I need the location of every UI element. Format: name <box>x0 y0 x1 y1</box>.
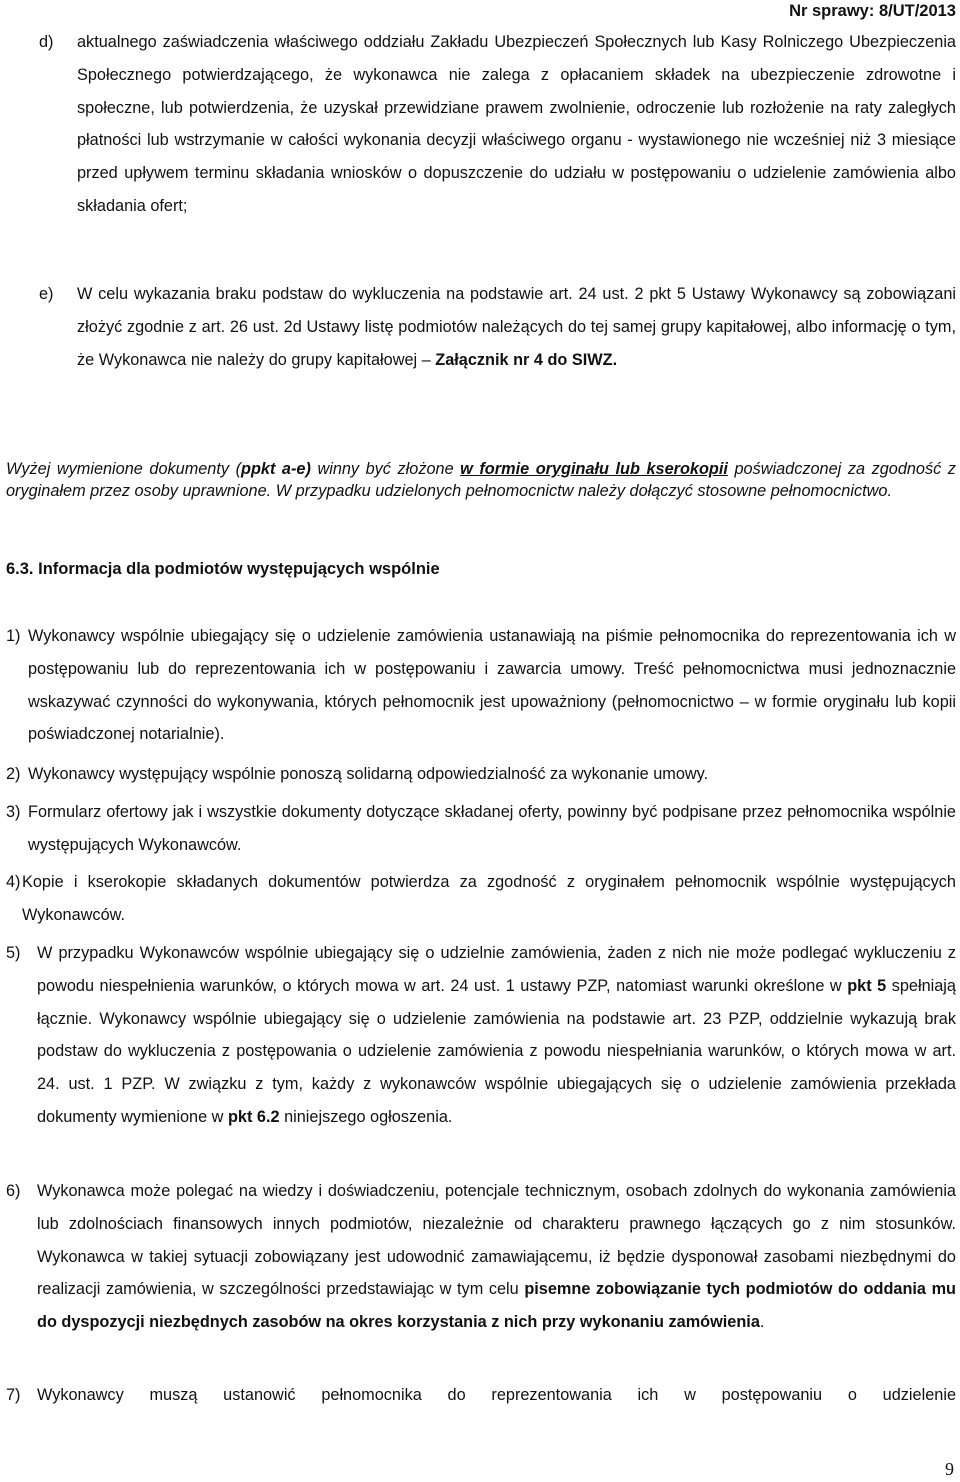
page-number: 9 <box>945 1459 954 1479</box>
list-marker: 3) <box>6 803 21 821</box>
list-marker: 2) <box>6 765 21 783</box>
text-segment: Wykonawca może polegać na wiedzy i doświadczeniu, potencjale technicznym, osobach zdolnych do wykonania zamówienia lub zdolnościach finansowych innych podmiotów, niezależnie od charakteru prawnego łączących go z nim stosunków. Wykonawca w takiej sytuacji zobowiązany jest udowodnić zamawiającemu, iż będzie dysponował zasobami niezbędnymi do realizacji zamówienia, w szczególności przedstawiając w tym celu <box>37 1182 956 1299</box>
case-number: Nr sprawy: 8/UT/2013 <box>789 2 956 20</box>
list-marker: e) <box>39 285 54 303</box>
list-item-d <box>0 26 956 223</box>
list-item-7 <box>0 1379 956 1412</box>
text-segment: niniejszego ogłoszenia. <box>279 1107 453 1126</box>
list-item-6 <box>0 1175 956 1339</box>
list-marker: 1) <box>6 627 21 645</box>
list-marker: 4) <box>6 873 21 891</box>
list-item-text: aktualnego zaświadczenia właściwego oddziału Zakładu Ubezpieczeń Społecznych lub Kasy Rolniczego Ubezpieczenia Społecznego potwierdzającego, że wykonawca nie zalega z opłacaniem składek na ubezpieczenie zdrowotne i społeczne, lub potwierdzenia, że uzyskał przewidziane prawem zwolnienie, odroczenie lub rozłożenie na raty zaległych płatności lub wstrzymanie w całości wykonania decyzji właściwego organu - wystawionego nie wcześniej niż 3 miesiące przed upływem terminu składania wniosków o dopuszczenie do udziału w postępowaniu o udzielenie zamówienia albo składania ofert; <box>77 33 956 215</box>
documents-note <box>6 458 956 502</box>
list-item-text: Formularz ofertowy jak i wszystkie dokumenty dotyczące składanej oferty, powinny być podpisane przez pełnomocnika wspólnie występujących Wykonawców. <box>28 803 956 854</box>
list-item-e <box>0 278 956 376</box>
list-marker: 7) <box>6 1386 21 1404</box>
point-reference: pkt 5 <box>847 976 887 995</box>
list-item-text <box>37 937 956 1134</box>
list-item-3 <box>0 796 956 862</box>
point-reference: pkt 6.2 <box>227 1107 280 1126</box>
list-item-4 <box>0 866 956 932</box>
section-heading: 6.3. Informacja dla podmiotów występujących wspólnie <box>6 560 440 578</box>
list-item-text-main: W celu wykazania braku podstaw do wykluczenia na podstawie art. 24 ust. 2 pkt 5 Ustawy Wykonawcy są zobowiązani złożyć zgodnie z art. 26 ust. 2d Ustawy listę podmiotów należących do tej samej grupy kapitałowej, albo informację o tym, że Wykonawca nie należy do grupy kapitałowej – <box>77 285 956 369</box>
list-item-text: Wykonawcy muszą ustanowić pełnomocnika do reprezentowania ich w postępowaniu o udzielenie <box>37 1386 956 1404</box>
list-item-2 <box>0 758 956 791</box>
note-text-3: poświadczonej za zgodność z oryginałem przez osoby uprawnione. W przypadku udzielonych pełnomocnictw należy dołączyć stosowne pełnomocnictwo. <box>6 460 956 500</box>
note-bold-ref: ppkt a-e) <box>241 460 311 478</box>
note-emphasis: w formie oryginału lub kserokopii <box>460 460 728 478</box>
list-item-text: Wykonawcy wspólnie ubiegający się o udzielenie zamówienia ustanawiają na piśmie pełnomocnika do reprezentowania ich w postępowaniu lub do reprezentowania ich w postępowaniu i zawarcia umowy. Treść pełnomocnictwa musi jednoznacznie wskazywać czynności do wykonywania, których pełnomocnik jest upoważniony (pełnomocnictwo – w formie oryginału lub kopii poświadczonej notarialnie). <box>28 627 956 744</box>
list-marker: 6) <box>6 1182 21 1200</box>
list-item-text: Wykonawcy występujący wspólnie ponoszą solidarną odpowiedzialność za wykonanie umowy. <box>28 765 709 783</box>
list-item-5 <box>0 937 956 1134</box>
text-segment: spełniają łącznie. Wykonawcy wspólnie ubiegający się o udzielenie zamówienia na podstawie art. 23 PZP, oddzielnie wykazują brak podstaw do wykluczenia z postępowania o udzielenie zamówienia z powodu niespełniania warunków, o których mowa w art. 24. ust. 1 PZP. W związku z tym, każdy z wykonawców wspólnie ubiegających się o udzielenie zamówienia przekłada dokumenty wymienione w <box>37 976 956 1126</box>
list-marker: 5) <box>6 944 21 962</box>
list-item-text <box>77 278 956 376</box>
list-item-1 <box>0 620 956 751</box>
attachment-reference: Załącznik nr 4 do SIWZ. <box>435 350 618 369</box>
list-item-text <box>37 1175 956 1339</box>
text-segment: W przypadku Wykonawców wspólnie ubiegający się o udzielnie zamówienia, żaden z nich nie może podlegać wykluczeniu z powodu niespełnienia warunków, o których mowa w art. 24 ust. 1 ustawy PZP, natomiast warunki określone w <box>37 944 956 995</box>
text-segment: . <box>759 1313 765 1332</box>
list-item-text: Kopie i kserokopie składanych dokumentów potwierdza za zgodność z oryginałem pełnomocnik wspólnie występujących Wykonawców. <box>22 873 956 924</box>
emphasized-requirement: pisemne zobowiązanie tych podmiotów do oddania mu do dyspozycji niezbędnych zasobów na okres korzystania z nich przy wykonaniu zamówienia <box>37 1280 956 1332</box>
note-text-1: Wyżej wymienione dokumenty ( <box>6 460 242 478</box>
list-marker: d) <box>39 33 54 51</box>
note-text-2: winny być złożone <box>310 460 461 478</box>
